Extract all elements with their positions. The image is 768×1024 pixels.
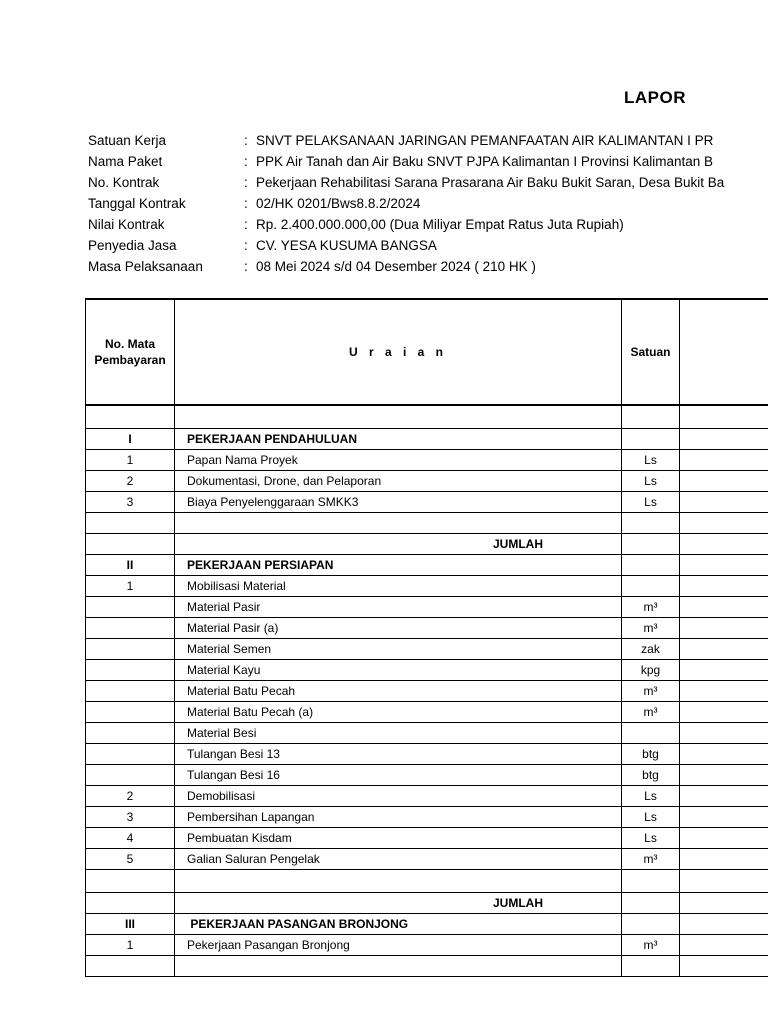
info-label: Tanggal Kontrak [88,196,186,211]
cell-extra [680,618,768,639]
cell-no: 4 [86,828,175,849]
cell-uraian: JUMLAH [175,893,622,914]
cell-satuan [622,576,680,597]
cell-no: 2 [86,471,175,492]
cell-extra [680,429,768,450]
cell-no [86,702,175,723]
cell-no [86,744,175,765]
cell-satuan: m³ [622,702,680,723]
info-separator: : [244,175,248,190]
cell-extra [680,828,768,849]
cell-no [86,597,175,618]
cell-no: 1 [86,576,175,597]
info-value: Rp. 2.400.000.000,00 (Dua Miliyar Empat Ratus Juta Rupiah) [256,217,624,232]
table-row [86,849,768,870]
cell-extra [680,723,768,744]
table-row [86,492,768,513]
cell-satuan: kpg [622,660,680,681]
info-row [88,235,768,256]
table-row [86,956,768,977]
table-row [86,405,768,429]
table-row [86,450,768,471]
cell-satuan: zak [622,639,680,660]
table-row [86,744,768,765]
info-separator: : [244,154,248,169]
info-separator: : [244,238,248,253]
cell-extra [680,471,768,492]
cell-satuan [622,723,680,744]
cell-satuan [622,893,680,914]
cell-no [86,534,175,555]
cell-uraian [175,405,622,429]
cell-extra [680,935,768,956]
info-row [88,151,768,172]
cell-satuan: m³ [622,935,680,956]
cell-uraian: Material Batu Pecah [175,681,622,702]
cell-uraian: Pembuatan Kisdam [175,828,622,849]
info-value: SNVT PELAKSANAAN JARINGAN PEMANFAATAN AIR KALIMANTAN I PR [256,133,714,148]
info-row [88,130,768,151]
table-row [86,576,768,597]
cell-uraian: Material Pasir (a) [175,618,622,639]
jumlah-row [86,893,768,914]
cell-uraian: Material Kayu [175,660,622,681]
cell-uraian: Material Batu Pecah (a) [175,702,622,723]
cell-no [86,639,175,660]
cell-satuan: m³ [622,849,680,870]
table-row [86,681,768,702]
table-row [86,765,768,786]
work-items-table [85,298,768,977]
cell-no: 3 [86,807,175,828]
cell-extra [680,956,768,977]
table-row [86,723,768,744]
cell-no: 1 [86,450,175,471]
cell-uraian [175,956,622,977]
cell-extra [680,786,768,807]
cell-satuan: btg [622,744,680,765]
cell-satuan [622,534,680,555]
info-separator: : [244,196,248,211]
cell-satuan: Ls [622,492,680,513]
cell-extra [680,534,768,555]
info-separator: : [244,259,248,274]
cell-extra [680,893,768,914]
header-extra-column [680,299,768,405]
info-row [88,256,768,277]
table-row [86,471,768,492]
info-label: Nilai Kontrak [88,217,165,232]
cell-satuan: m³ [622,597,680,618]
table-row [86,807,768,828]
cell-uraian: Galian Saluran Pengelak [175,849,622,870]
cell-uraian: Tulangan Besi 13 [175,744,622,765]
cell-no: I [86,429,175,450]
cell-satuan: m³ [622,618,680,639]
cell-no: II [86,555,175,576]
cell-no [86,893,175,914]
cell-uraian: Papan Nama Proyek [175,450,622,471]
cell-extra [680,555,768,576]
cell-satuan [622,870,680,893]
info-label: No. Kontrak [88,175,160,190]
cell-extra [680,765,768,786]
cell-uraian [175,870,622,893]
header-no-mata-pembayaran: No. Mata Pembayaran [86,299,175,405]
table-row [86,870,768,893]
table-row [86,935,768,956]
cell-extra [680,639,768,660]
section-row [86,914,768,935]
info-value: 02/HK 0201/Bws8.8.2/2024 [256,196,421,211]
cell-uraian: JUMLAH [175,534,622,555]
cell-extra [680,576,768,597]
header-uraian: U r a i a n [175,299,622,405]
table-row [86,513,768,534]
cell-no [86,956,175,977]
info-separator: : [244,133,248,148]
cell-uraian: Biaya Penyelenggaraan SMKK3 [175,492,622,513]
cell-uraian: PEKERJAAN PENDAHULUAN [175,429,622,450]
cell-no [86,405,175,429]
cell-satuan [622,956,680,977]
table-row [86,702,768,723]
cell-extra [680,870,768,893]
info-label: Nama Paket [88,154,163,169]
info-value: 08 Mei 2024 s/d 04 Desember 2024 ( 210 HK ) [256,259,536,274]
cell-satuan [622,555,680,576]
section-row [86,555,768,576]
cell-uraian: Pekerjaan Pasangan Bronjong [175,935,622,956]
cell-uraian: PEKERJAAN PERSIAPAN [175,555,622,576]
cell-no [86,870,175,893]
cell-uraian: Demobilisasi [175,786,622,807]
table-row [86,639,768,660]
table-row [86,597,768,618]
document-title: LAPOR [624,88,686,107]
cell-uraian: Tulangan Besi 16 [175,765,622,786]
cell-satuan [622,513,680,534]
info-label: Masa Pelaksanaan [88,259,203,274]
info-label: Satuan Kerja [88,133,167,148]
cell-extra [680,492,768,513]
info-value: CV. YESA KUSUMA BANGSA [256,238,437,253]
cell-satuan: Ls [622,450,680,471]
cell-satuan: Ls [622,828,680,849]
info-label: Penyedia Jasa [88,238,177,253]
cell-no [86,681,175,702]
cell-uraian [175,513,622,534]
cell-extra [680,660,768,681]
cell-no [86,618,175,639]
table-row [86,660,768,681]
cell-no: 1 [86,935,175,956]
cell-extra [680,513,768,534]
info-value: Pekerjaan Rehabilitasi Sarana Prasarana Air Baku Bukit Saran, Desa Bukit Ba [256,175,725,190]
cell-extra [680,807,768,828]
cell-no [86,723,175,744]
cell-uraian: Dokumentasi, Drone, dan Pelaporan [175,471,622,492]
table-row [86,618,768,639]
cell-satuan [622,429,680,450]
cell-extra [680,914,768,935]
cell-extra [680,450,768,471]
jumlah-row [86,534,768,555]
cell-extra [680,681,768,702]
cell-uraian: Material Besi [175,723,622,744]
cell-satuan: Ls [622,786,680,807]
cell-uraian: Mobilisasi Material [175,576,622,597]
contract-info [88,130,768,277]
info-row [88,172,768,193]
info-value: PPK Air Tanah dan Air Baku SNVT PJPA Kalimantan I Provinsi Kalimantan B [256,154,713,169]
cell-extra [680,849,768,870]
cell-satuan: Ls [622,807,680,828]
cell-extra [680,597,768,618]
cell-no [86,660,175,681]
cell-no: 5 [86,849,175,870]
header-satuan: Satuan [622,299,680,405]
info-row [88,214,768,235]
table-header-row [86,299,768,405]
cell-uraian: Material Semen [175,639,622,660]
cell-no [86,513,175,534]
cell-satuan [622,914,680,935]
cell-satuan [622,405,680,429]
cell-satuan: Ls [622,471,680,492]
table-container [85,298,768,1024]
table-row [86,828,768,849]
cell-uraian: Pembersihan Lapangan [175,807,622,828]
cell-extra [680,405,768,429]
cell-uraian: Material Pasir [175,597,622,618]
table-row [86,786,768,807]
cell-uraian: PEKERJAAN PASANGAN BRONJONG [175,914,622,935]
cell-no: 3 [86,492,175,513]
cell-satuan: m³ [622,681,680,702]
info-separator: : [244,217,248,232]
cell-no: 2 [86,786,175,807]
section-row [86,429,768,450]
cell-extra [680,744,768,765]
cell-no [86,765,175,786]
info-row [88,193,768,214]
cell-satuan: btg [622,765,680,786]
cell-no: III [86,914,175,935]
cell-extra [680,702,768,723]
